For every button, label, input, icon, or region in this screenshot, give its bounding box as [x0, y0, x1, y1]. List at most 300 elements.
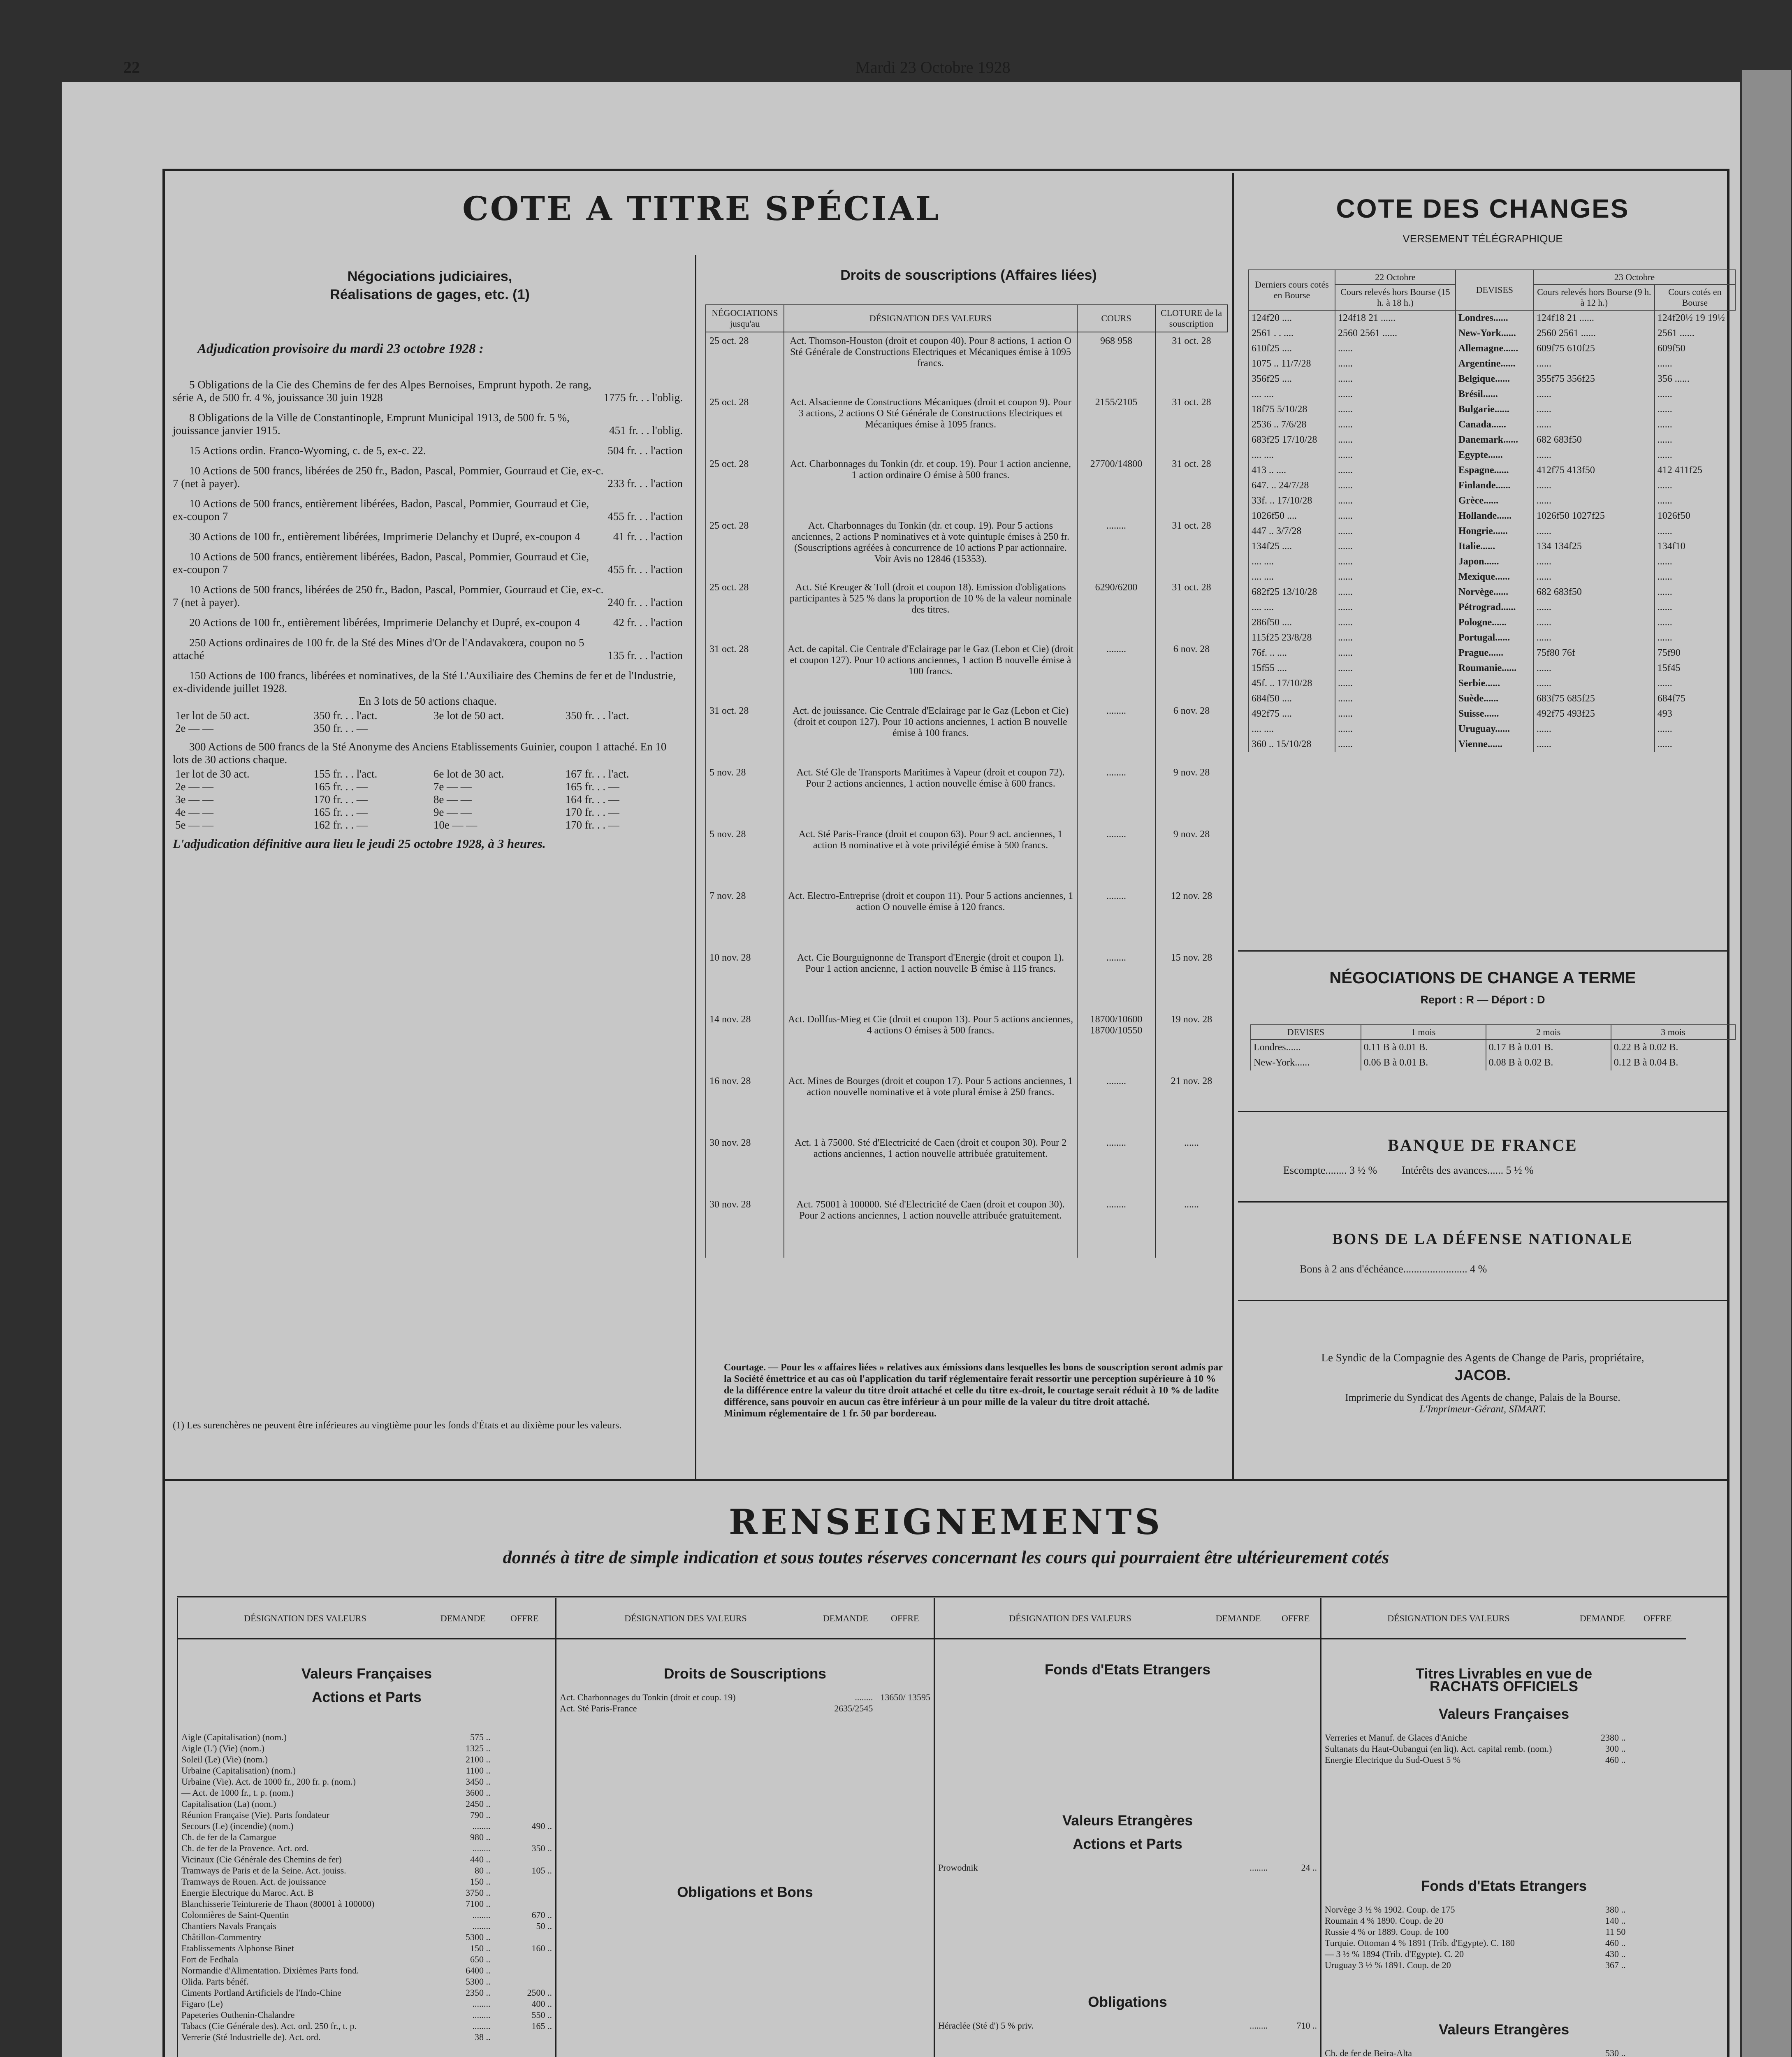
fx-cell: 75f90	[1655, 645, 1735, 661]
courtage-text: Courtage. — Pour les « affaires liées » relatives aux émissions dans lesquelles les bons de souscription seront admis par la Société émettrice et au cas où l'application du tarif réglementaire ferait ressortir une perception supérieure à 10 % de la différence entre la valeur du titre droit attaché et celle du titre ex-droit, le courtage serait réduit à 10 % de ladite différence, sans pouvoir en aucun cas être inférieur à un pour mille de la valeur du titre droit attaché.	[724, 1362, 1223, 1407]
rg-cell: Aigle (L') (Vie) (nom.)	[181, 1743, 264, 1753]
fx-cell: Suède......	[1456, 691, 1534, 706]
rg-cell: 2350 ..	[465, 1987, 491, 1998]
rg-cell: 3600 ..	[465, 1788, 491, 1798]
rg-cell: 2500 ..	[527, 1987, 552, 1998]
rg-row	[1321, 1926, 1686, 1937]
fx-cell: ......	[1655, 402, 1735, 417]
rg-column	[555, 1598, 934, 2057]
terme-cell: New-York......	[1251, 1055, 1361, 1070]
terme-rule	[1238, 950, 1727, 952]
rg-cell: — Act. de 1000 fr., t. p. (nom.)	[181, 1788, 294, 1798]
droits-cloture: 19 nov. 28	[1155, 1011, 1227, 1073]
rg-cell: 6400 ..	[465, 1965, 491, 1976]
droits-col-designation: DÉSIGNATION DES VALEURS	[784, 305, 1077, 332]
rg-cell: 380 ..	[1605, 1904, 1626, 1915]
fx-row	[1249, 371, 1735, 387]
lot-cell: 10e — —	[433, 819, 478, 831]
droits-desc: Act. 1 à 75000. Sté d'Electricité de Caen (droit et coupon 30). Pour 2 actions anciennes, 1 action nouvelle attribuée gratuitement.	[784, 1134, 1077, 1196]
rg-section: Droits de Souscriptions	[664, 1666, 826, 1682]
fx-cell: ......	[1655, 478, 1735, 493]
lot-cell: 350 fr. . . l'act.	[565, 709, 629, 722]
rg-cell: 150 ..	[470, 1876, 491, 1887]
fx-cell: ......	[1534, 356, 1655, 371]
special-item-price: 240 fr. . . l'action	[607, 596, 683, 608]
fx-row	[1249, 630, 1735, 645]
fx-cell: ......	[1335, 463, 1456, 478]
fx-cell: 609f75 610f25	[1534, 341, 1655, 356]
changes-table	[1248, 269, 1736, 752]
lot-cell: 9e — —	[433, 806, 472, 818]
rg-cell	[494, 1743, 555, 1754]
fx-cell: ......	[1335, 737, 1456, 752]
renseignements-grid	[177, 1598, 1727, 2057]
rg-cell: Héraclée (Sté d') 5 % priv.	[938, 2020, 1034, 2031]
fx-cell: ......	[1534, 569, 1655, 585]
rg-section: Actions et Parts	[312, 1689, 422, 1705]
rg-cell: Figaro (Le)	[181, 1999, 223, 2009]
fx-cell: ......	[1534, 737, 1655, 752]
banque-escompte: Escompte........ 3 ½ %	[1283, 1164, 1377, 1176]
rg-header	[1321, 1598, 1686, 1639]
rg-cell: 38 ..	[474, 2032, 491, 2042]
rg-cell	[494, 1898, 555, 1909]
rg-cell: 140 ..	[1605, 1915, 1626, 1926]
special-item-text: 10 Actions de 500 francs, libérées de 250 fr., Badon, Pascal, Pommier, Gourraud et Cie, ex-c. 7 (net à payer).	[173, 583, 604, 608]
fx-cell: Italie......	[1456, 539, 1534, 554]
droits-row	[706, 332, 1227, 394]
fx-cell: ......	[1335, 524, 1456, 539]
rg-row	[178, 1898, 555, 1909]
rg-header-cell: DÉSIGNATION DES VALEURS	[624, 1613, 747, 1623]
rg-header-cell: DEMANDE	[1215, 1613, 1261, 1623]
rg-cell	[494, 2031, 555, 2043]
fx-cell: ......	[1655, 554, 1735, 569]
banque-rule	[1238, 1111, 1727, 1112]
fx-cell: ......	[1655, 630, 1735, 645]
fx-cell: 2561 ......	[1655, 326, 1735, 341]
rg-cell: 2450 ..	[465, 1799, 491, 1809]
fx-cell: Allemagne......	[1456, 341, 1534, 356]
fx-cell: .... ....	[1249, 722, 1335, 737]
rg-cell: 490 ..	[531, 1821, 552, 1831]
terme-h-1: 1 mois	[1361, 1025, 1486, 1040]
rg-cell: Act. Sté Paris-France	[560, 1703, 637, 1713]
fx-cell: Roumanie......	[1456, 661, 1534, 676]
fx-row	[1249, 432, 1735, 448]
lot-cell: 165 fr. . . —	[313, 806, 368, 818]
fx-cell: ......	[1335, 600, 1456, 615]
rg-cell: 24 ..	[1301, 1862, 1317, 1873]
droits-date: 25 oct. 28	[706, 517, 784, 579]
rg-cell	[876, 1703, 934, 1714]
page-number: 22	[123, 58, 140, 77]
droits-cloture: 9 nov. 28	[1155, 764, 1227, 826]
fx-cell: 682f25 13/10/28	[1249, 585, 1335, 600]
rg-cell: ........	[855, 1692, 873, 1702]
fx-cell: ......	[1534, 387, 1655, 402]
special-item-price: 504 fr. . . l'action	[607, 444, 683, 457]
rg-cell: ........	[472, 1921, 491, 1931]
fx-cell: ......	[1335, 569, 1456, 585]
rg-cell	[1629, 2048, 1686, 2057]
rg-row	[178, 1787, 555, 1798]
fx-cell: ......	[1335, 432, 1456, 448]
rg-cell: ........	[472, 1843, 491, 1853]
fx-row	[1249, 448, 1735, 463]
droits-cours: 6290/6200	[1077, 579, 1155, 641]
fx-cell: 124f18 21 ......	[1534, 310, 1655, 326]
fx-cell: 76f. .. ....	[1249, 645, 1335, 661]
fx-row	[1249, 341, 1735, 356]
droits-cloture: 6 nov. 28	[1155, 641, 1227, 702]
droits-cloture: ......	[1155, 1134, 1227, 1196]
lot-row	[173, 793, 683, 806]
fx-cell: 647. .. 24/7/28	[1249, 478, 1335, 493]
droits-cours: 968 958	[1077, 332, 1155, 394]
droits-date: 10 nov. 28	[706, 949, 784, 1011]
rg-cell: 160 ..	[531, 1943, 552, 1953]
droits-desc: Act. Cie Bourguignonne de Transport d'Energie (droit et coupon 1). Pour 1 action ancienne, 1 action nouvelle B émise à 115 francs.	[784, 949, 1077, 1011]
fx-cell: 684f75	[1655, 691, 1735, 706]
terme-cell: 0.08 B à 0.02 B.	[1486, 1055, 1611, 1070]
droits-desc: Act. Charbonnages du Tonkin (dr. et coup. 19). Pour 5 actions anciennes, 2 actions P nominatives et à vote quintuple émises à 250 fr. (Souscriptions agréées à concurrence de 10 actions P par actionnaire. Voir Avis no 12846 (15353).	[784, 517, 1077, 579]
fx-row	[1249, 508, 1735, 524]
rg-body	[935, 1664, 1320, 2031]
droits-cloture: 31 oct. 28	[1155, 579, 1227, 641]
fx-cell: Suisse......	[1456, 706, 1534, 722]
fx-cell: .... ....	[1249, 569, 1335, 585]
rg-cell: Blanchisserie Teinturerie de Thaon (80001 à 100000)	[181, 1899, 375, 1909]
changes-subtitle: VERSEMENT TÉLÉGRAPHIQUE	[1403, 232, 1563, 245]
fx-cell: 356 ......	[1655, 371, 1735, 387]
fx-cell: Hongrie......	[1456, 524, 1534, 539]
droits-cours: ........	[1077, 517, 1155, 579]
rg-row	[178, 1998, 555, 2009]
syndic-line1: Le Syndic de la Compagnie des Agents de Change de Paris, propriétaire,	[1321, 1351, 1644, 1364]
rg-cell	[1629, 1754, 1686, 1765]
fx-cell: ......	[1655, 448, 1735, 463]
fx-cell: ......	[1655, 676, 1735, 691]
subtitle-line-2: Réalisations de gages, etc. (1)	[330, 287, 530, 302]
rg-cell	[494, 1954, 555, 1965]
lot-cell: 170 fr. . . —	[565, 806, 619, 818]
rg-section: Titres Livrables en vue de	[1415, 1666, 1593, 1682]
droits-date: 31 oct. 28	[706, 702, 784, 764]
fx-cell: 684f50 ....	[1249, 691, 1335, 706]
syndic-rule	[1238, 1300, 1727, 1301]
droits-col-cours: COURS	[1077, 305, 1155, 332]
special-item-price: 451 fr. . . l'oblig.	[609, 424, 683, 436]
special-item-150-lots: En 3 lots de 50 actions chaque.	[359, 695, 497, 707]
rg-cell: Etablissements Alphonse Binet	[181, 1943, 294, 1953]
rg-section: RACHATS OFFICIELS	[1429, 1679, 1578, 1695]
rg-row	[178, 1732, 555, 1743]
fx-cell: Vienne......	[1456, 737, 1534, 752]
droits-cours: ........	[1077, 764, 1155, 826]
rg-cell: 400 ..	[531, 1999, 552, 2009]
droits-cloture: 15 nov. 28	[1155, 949, 1227, 1011]
rg-header-cell: DÉSIGNATION DES VALEURS	[1009, 1613, 1131, 1623]
bons-rule	[1238, 1201, 1727, 1203]
rg-cell: ........	[472, 1999, 491, 2009]
droits-cloture: ......	[1155, 1196, 1227, 1258]
rg-cell: 1100 ..	[466, 1765, 491, 1776]
fx-cell: Londres......	[1456, 310, 1534, 326]
rg-section: Fonds d'Etats Etrangers	[1044, 1662, 1211, 1678]
rg-row	[178, 1965, 555, 1976]
fx-cell: 124f18 21 ......	[1335, 310, 1456, 326]
rg-cell: ........	[472, 2010, 491, 2020]
rg-row	[1321, 1915, 1686, 1926]
banque-interets: Intérêts des avances...... 5 ½ %	[1402, 1164, 1534, 1176]
special-item-text: 20 Actions de 100 fr., entièrement libérées, Imprimerie Delanchy et Dupré, ex-coupon 4	[189, 616, 580, 629]
droits-date: 25 oct. 28	[706, 332, 784, 394]
fx-cell: ......	[1335, 341, 1456, 356]
fx-cell: ......	[1335, 585, 1456, 600]
fx-cell: Danemark......	[1456, 432, 1534, 448]
rg-row	[178, 1809, 555, 1820]
rg-row	[178, 1754, 555, 1765]
fx-row	[1249, 463, 1735, 478]
fx-cell: ......	[1655, 722, 1735, 737]
rg-row	[178, 1776, 555, 1787]
fx-row	[1249, 615, 1735, 630]
fx-row	[1249, 569, 1735, 585]
rg-cell: Normandie d'Alimentation. Dixièmes Parts fond.	[181, 1965, 359, 1976]
rg-cell: Tramways de Paris et de la Seine. Act. jouiss.	[181, 1865, 346, 1876]
cote-special-subtitle	[177, 267, 683, 304]
fx-cell: ......	[1534, 524, 1655, 539]
lot-row	[173, 709, 683, 722]
rg-header-cell: DEMANDE	[440, 1613, 486, 1623]
rg-cell: Verrerie (Sté Industrielle de). Act. ord.	[181, 2032, 321, 2042]
droits-date: 14 nov. 28	[706, 1011, 784, 1073]
fx-cell: ......	[1335, 615, 1456, 630]
fx-cell: ......	[1335, 493, 1456, 508]
special-item	[173, 464, 683, 490]
terme-row	[1251, 1055, 1735, 1070]
special-item-price: 233 fr. . . l'action	[607, 477, 683, 490]
fx-cell: ......	[1534, 615, 1655, 630]
fx-cell: Espagne......	[1456, 463, 1534, 478]
lot-cell: 8e — —	[433, 793, 472, 806]
fx-cell: 124f20½ 19 19½	[1655, 310, 1735, 326]
banque-title: BANQUE DE FRANCE	[1388, 1136, 1578, 1154]
droits-row	[706, 1011, 1227, 1073]
rg-cell: 80 ..	[474, 1865, 491, 1876]
fx-cell: ......	[1335, 448, 1456, 463]
droits-row	[706, 1134, 1227, 1196]
fx-cell: Uruguay......	[1456, 722, 1534, 737]
fx-cell: Brésil......	[1456, 387, 1534, 402]
rg-cell: 530 ..	[1605, 2048, 1626, 2057]
fx-cell: ......	[1534, 493, 1655, 508]
fx-cell: 360 .. 15/10/28	[1249, 737, 1335, 752]
rg-row	[178, 1909, 555, 1920]
droits-table	[705, 304, 1228, 1258]
fx-cell: 412f75 413f50	[1534, 463, 1655, 478]
fx-row	[1249, 691, 1735, 706]
changes-title: COTE DES CHANGES	[1336, 194, 1630, 223]
terme-h-2: 2 mois	[1486, 1025, 1611, 1040]
fx-row	[1249, 706, 1735, 722]
rg-section: Valeurs Françaises	[301, 1666, 432, 1682]
special-item-text: 15 Actions ordin. Franco-Wyoming, c. de 5, ex-c. 22.	[189, 444, 426, 457]
fx-row	[1249, 524, 1735, 539]
rg-cell: Ch. de fer de la Provence. Act. ord.	[181, 1843, 309, 1853]
fx-cell: 609f50	[1655, 341, 1735, 356]
fx-cell: ......	[1655, 569, 1735, 585]
rg-row	[178, 1743, 555, 1754]
fx-cell: 18f75 5/10/28	[1249, 402, 1335, 417]
fx-cell: 2536 .. 7/6/28	[1249, 417, 1335, 432]
rg-cell	[494, 1809, 555, 1820]
rg-header-cell: DEMANDE	[823, 1613, 868, 1623]
renseignements-subtitle: donnés à titre de simple indication et sous toutes réserves concernant les cours qui pourraient être ultérieurement cotés	[503, 1547, 1389, 1567]
rg-cell: Olida. Parts bénéf.	[181, 1976, 249, 1987]
rg-section: Actions et Parts	[1073, 1836, 1182, 1852]
rg-row	[178, 1932, 555, 1943]
rg-cell: ........	[472, 2021, 491, 2031]
rg-cell	[494, 1976, 555, 1987]
fx-cell: 124f20 ....	[1249, 310, 1335, 326]
courtage-minimum: Minimum réglementaire de 1 fr. 50 par bordereau.	[724, 1408, 937, 1419]
fx-row	[1249, 539, 1735, 554]
special-item	[173, 378, 683, 404]
droits-row	[706, 949, 1227, 1011]
fx-row	[1249, 737, 1735, 752]
fx-cell: .... ....	[1249, 600, 1335, 615]
fx-row	[1249, 310, 1735, 326]
fx-row	[1249, 417, 1735, 432]
rg-column	[1320, 1598, 1686, 2057]
rg-cell	[494, 1754, 555, 1765]
lot-cell: 3e lot de 50 act.	[433, 709, 504, 722]
rg-body	[1321, 1668, 1686, 2057]
droits-desc: Act. de capital. Cie Centrale d'Eclairage par le Gaz (Lebon et Cie) (droit et coupon 127). Pour 10 actions anciennes, 1 action B nouvelle émise à 100 francs.	[784, 641, 1077, 702]
terme-table	[1250, 1024, 1736, 1070]
droits-row	[706, 1196, 1227, 1258]
lot-cell: 167 fr. . . l'act.	[565, 768, 629, 780]
rg-cell: Papeteries Outhenin-Chalandre	[181, 2010, 295, 2020]
rg-cell	[494, 1887, 555, 1898]
special-item	[173, 411, 683, 437]
rg-row	[1321, 1959, 1686, 1971]
fx-cell: 355f75 356f25	[1534, 371, 1655, 387]
rg-cell: Ch. de fer de Beira-Alta	[1325, 2048, 1412, 2057]
fx-row	[1249, 645, 1735, 661]
droits-row	[706, 517, 1227, 579]
syndic-line2: Imprimerie du Syndicat des Agents de change, Palais de la Bourse.	[1345, 1392, 1620, 1403]
lot-cell: 350 fr. . . l'act.	[313, 709, 378, 722]
rg-section: Obligations et Bons	[677, 1884, 813, 1900]
rg-cell: 7100 ..	[465, 1899, 491, 1909]
rg-header-cell: DÉSIGNATION DES VALEURS	[1387, 1613, 1510, 1623]
fx-cell: ......	[1655, 585, 1735, 600]
rg-row	[1321, 1754, 1686, 1765]
fx-cell: Japon......	[1456, 554, 1534, 569]
fx-cell: ......	[1534, 722, 1655, 737]
fx-cell: Bulgarie......	[1456, 402, 1534, 417]
terme-title: NÉGOCIATIONS DE CHANGE A TERME	[1329, 969, 1636, 987]
fx-cell: 1026f50	[1655, 508, 1735, 524]
rg-row	[178, 1887, 555, 1898]
rg-cell: 460 ..	[1605, 1938, 1626, 1948]
rg-cell	[1629, 1959, 1686, 1971]
rg-row	[178, 2020, 555, 2031]
fx-cell: .... ....	[1249, 448, 1335, 463]
rg-cell: — 3 ½ % 1894 (Trib. d'Egypte). C. 20	[1325, 1949, 1464, 1959]
fx-cell: Finlande......	[1456, 478, 1534, 493]
fx-cell: 356f25 ....	[1249, 371, 1335, 387]
droits-desc: Act. de jouissance. Cie Centrale d'Eclairage par le Gaz (Lebon et Cie) (droit et coupon 127). Pour 10 actions anciennes, 1 action B nouvelle émise à 100 francs.	[784, 702, 1077, 764]
syndic-block	[1238, 1351, 1727, 1415]
fx-row	[1249, 676, 1735, 691]
fx-cell: ......	[1534, 676, 1655, 691]
fx-cell: ......	[1335, 630, 1456, 645]
rg-cell: Soleil (Le) (Vie) (nom.)	[181, 1754, 268, 1764]
special-item-price: 1775 fr. . . l'oblig.	[603, 391, 683, 404]
droits-cloture: 31 oct. 28	[1155, 517, 1227, 579]
fx-cell: 15f55 ....	[1249, 661, 1335, 676]
terme-cell: 0.17 B à 0.01 B.	[1486, 1040, 1611, 1055]
rg-row	[178, 1820, 555, 1832]
droits-cours: ........	[1077, 1073, 1155, 1134]
page-date: Mardi 23 Octobre 1928	[855, 58, 1011, 77]
rg-cell: Chantiers Navals Français	[181, 1921, 276, 1931]
droits-cours: ........	[1077, 1134, 1155, 1196]
rg-cell: 5300 ..	[465, 1932, 491, 1942]
rg-section: Valeurs Etrangères	[1062, 1813, 1193, 1829]
lot-cell	[563, 722, 683, 735]
fx-row	[1249, 402, 1735, 417]
special-item-text: 8 Obligations de la Ville de Constantinople, Emprunt Municipal 1913, de 500 fr. 5 %, jouissance janvier 1915.	[173, 411, 570, 436]
rg-cell: 150 ..	[470, 1943, 491, 1953]
fx-cell: 33f. .. 17/10/28	[1249, 493, 1335, 508]
droits-row	[706, 641, 1227, 702]
fx-cell: ......	[1655, 432, 1735, 448]
droits-desc: Act. Dollfus-Mieg et Cie (droit et coupon 13). Pour 5 actions anciennes, 4 actions O émises à 500 francs.	[784, 1011, 1077, 1073]
droits-date: 31 oct. 28	[706, 641, 784, 702]
droits-desc: Act. Sté Kreuger & Toll (droit et coupon 18). Emission d'obligations participantes à 525 % dans la proportion de 10 % de la valeur nominale des titres.	[784, 579, 1077, 641]
rg-cell: ........	[472, 1910, 491, 1920]
fx-cell: 1026f50 ....	[1249, 508, 1335, 524]
rg-cell: Act. Charbonnages du Tonkin (droit et coup. 19)	[560, 1692, 736, 1702]
rg-cell: 980 ..	[470, 1832, 491, 1842]
fx-row	[1249, 387, 1735, 402]
rg-cell: Réunion Française (Vie). Parts fondateur	[181, 1810, 329, 1820]
rg-body	[556, 1668, 934, 1898]
rg-row	[556, 1692, 934, 1703]
fx-row	[1249, 326, 1735, 341]
rg-cell: 1325 ..	[465, 1743, 491, 1753]
special-item-text: 5 Obligations de la Cie des Chemins de fer des Alpes Bernoises, Emprunt hypoth. 2e rang, série A, de 500 fr. 4 %, jouissance 30 juin 1928	[173, 378, 591, 404]
rg-cell	[1629, 1937, 1686, 1948]
fx-cell: Hollande......	[1456, 508, 1534, 524]
droits-date: 25 oct. 28	[706, 455, 784, 517]
rg-cell	[494, 1832, 555, 1843]
droits-cloture: 9 nov. 28	[1155, 826, 1227, 887]
droits-desc: Act. Thomson-Houston (droit et coupon 40). Pour 8 actions, 1 action O Sté Générale de Constructions Electriques et Mécaniques émise à 1095 francs.	[784, 332, 1077, 394]
special-item-price: 42 fr. . . l'action	[613, 616, 683, 629]
fx-cell: ......	[1655, 600, 1735, 615]
rg-cell: Tramways de Rouen. Act. de jouissance	[181, 1876, 326, 1887]
page-edge	[1742, 70, 1791, 2057]
rg-row	[178, 1854, 555, 1865]
terme-row	[1251, 1040, 1735, 1055]
rg-cell: Ch. de fer de la Camargue	[181, 1832, 276, 1842]
